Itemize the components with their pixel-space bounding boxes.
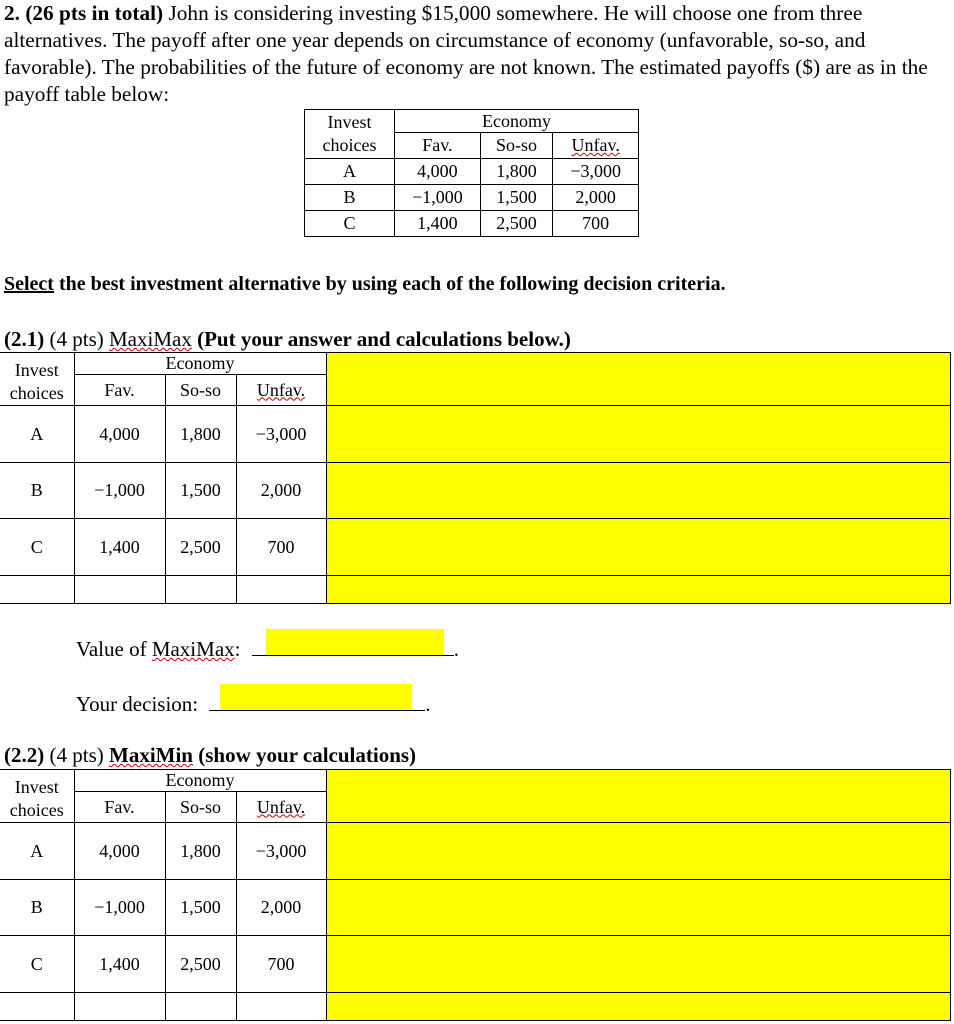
q21-answer-cell[interactable]: [326, 463, 950, 519]
question-text: John is considering investing $15,000 somewhere. He will choose one from three alternatives. The payoff after one year depends on circumstance of economy (unfavorable, so-so, and favorable). The probabilities of the future of economy are not known. The estimated payoffs ($) are as in the payoff table below:: [4, 1, 928, 106]
q21-answer-cell[interactable]: [326, 353, 950, 406]
invest-choices-header: Invest choices: [305, 110, 395, 159]
q22-answer-cell[interactable]: [326, 823, 950, 880]
question-number: 2.: [4, 1, 20, 25]
table-row: A 4,000 1,800 −3,000: [0, 406, 950, 463]
instruction-rest: the best investment alternative by using each of the following decision criteria.: [53, 273, 726, 295]
q21-answer-grid: Invest choices Economy Fav. So-so Unfav. A 4,000 1,800 −3,000 B −1,000 1,500 2,000 C 1,400 2,500 700: [0, 352, 951, 604]
maximax-value-line: Value of MaxiMax: .: [76, 633, 459, 662]
economy-header: Economy: [395, 110, 639, 133]
col-soso: So-so: [480, 133, 553, 159]
table-row: [0, 993, 950, 1021]
col-fav: Fav.: [395, 133, 481, 159]
decision-line: Your decision: .: [76, 688, 431, 717]
q22-answer-cell[interactable]: [326, 770, 950, 823]
table-row: B −1,000 1,500 2,000: [0, 880, 950, 936]
table-row: [0, 576, 950, 604]
q21-answer-cell[interactable]: [326, 519, 950, 576]
col-unfav: Unfav.: [553, 133, 639, 159]
q21-heading: (2.1) (4 pts) MaxiMax (Put your answer and calculations below.): [4, 327, 571, 351]
table-row: A 4,000 1,800 −3,000: [305, 159, 639, 185]
table-row: C 1,400 2,500 700: [305, 211, 639, 237]
table-row: C 1,400 2,500 700: [0, 936, 950, 993]
payoff-table: [304, 109, 639, 237]
q22-heading: (2.2) (4 pts) MaxiMin (show your calculations): [4, 743, 417, 767]
question-intro: [4, 0, 949, 108]
maximax-value-input[interactable]: [252, 633, 454, 656]
table-row: C 1,400 2,500 700: [0, 519, 950, 576]
q21-answer-cell[interactable]: [326, 406, 950, 463]
decision-input[interactable]: [209, 688, 425, 711]
table-row: B −1,000 1,500 2,000: [305, 185, 639, 211]
q22-answer-grid: Invest choices Economy Fav. So-so Unfav. A 4,000 1,800 −3,000 B −1,000 1,500 2,000 C 1,400 2,500 700: [0, 769, 951, 1021]
q22-answer-cell[interactable]: [326, 936, 950, 993]
table-row: B −1,000 1,500 2,000: [0, 463, 950, 519]
q21-answer-cell[interactable]: [326, 576, 950, 604]
question-points: (26 pts in total): [25, 1, 164, 25]
q22-answer-cell[interactable]: [326, 880, 950, 936]
instruction-select: Select: [4, 273, 54, 295]
q22-answer-cell[interactable]: [326, 993, 950, 1021]
table-row: A 4,000 1,800 −3,000: [0, 823, 950, 880]
instruction: [4, 273, 726, 296]
